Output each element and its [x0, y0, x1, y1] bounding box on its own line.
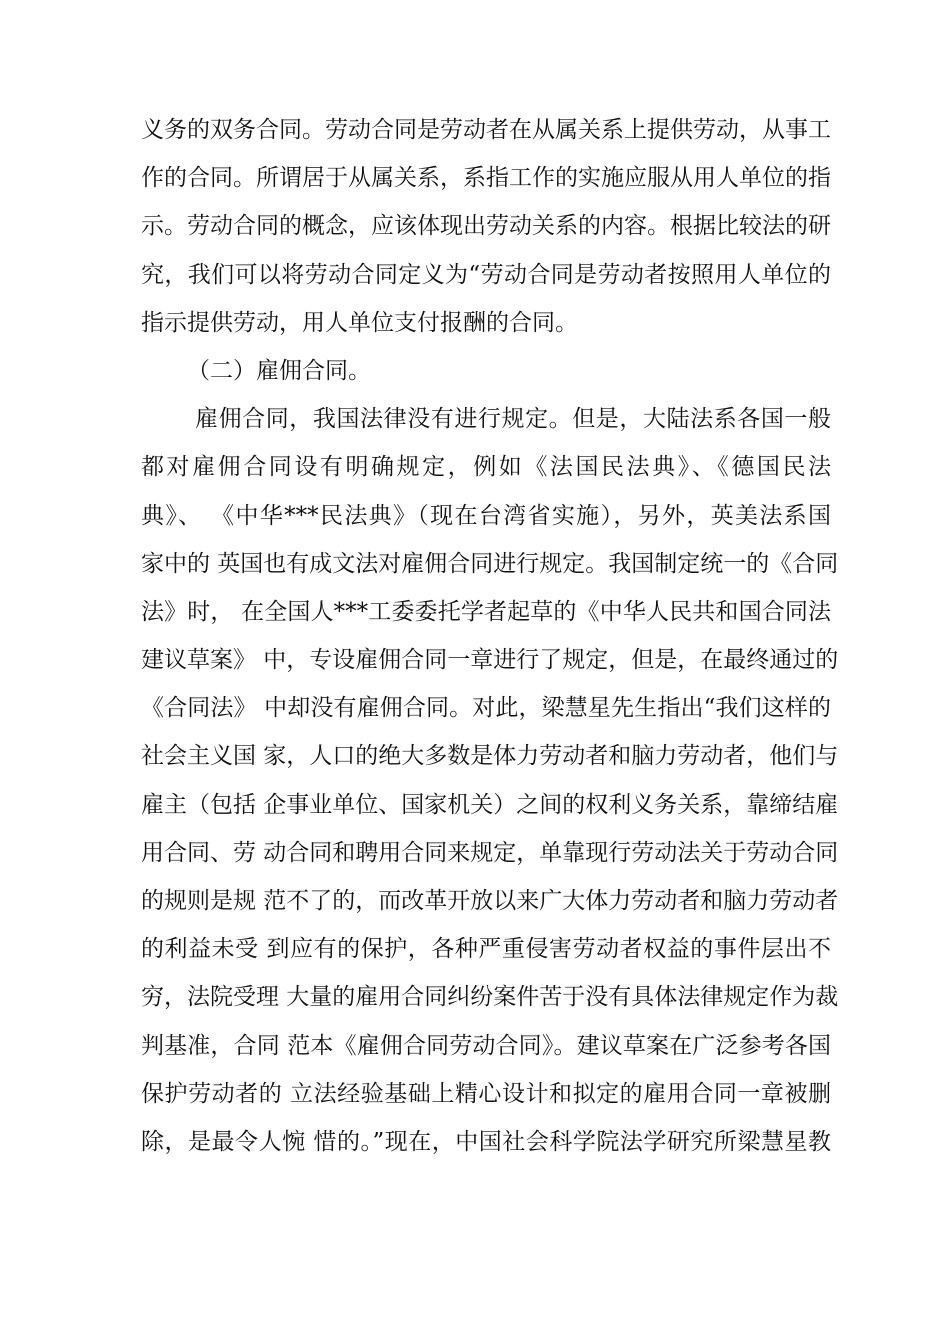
text-line: 建议草案》 中，专设雇佣合同一章进行了规定，但是，在最终通过的	[141, 647, 839, 674]
text-line: 典》、 《中华***民法典》（现在台湾省实施），另外，英美法系国	[141, 502, 831, 529]
text-line: 家中的 英国也有成文法对雇佣合同进行规定。我国制定统一的《合同	[141, 550, 839, 577]
text-line: 法》时， 在全国人***工委委托学者起草的《中华人民共和国合同法	[141, 598, 831, 625]
text-line: 用合同、劳 动合同和聘用合同来规定，单靠现行劳动法关于劳动合同	[141, 839, 839, 866]
text-line: 究，我们可以将劳动合同定义为“劳动合同是劳动者按照用人单位的	[141, 261, 831, 288]
text-line: 穷，法院受理 大量的雇用合同纠纷案件苦于没有具体法律规定作为裁	[141, 984, 839, 1011]
text-line: 义务的双务合同。劳动合同是劳动者在从属关系上提供劳动，从事工	[141, 117, 831, 143]
text-line: 保护劳动者的 立法经验基础上精心设计和拟定的雇用合同一章被删	[141, 1080, 831, 1107]
text-line: 雇佣合同，我国法律没有进行规定。但是，大陆法系各国一般	[195, 406, 831, 433]
text-line: 指示提供劳动，用人单位支付报酬的合同。	[141, 309, 578, 336]
text-line: 《合同法》 中却没有雇佣合同。对此，梁慧星先生指出“我们这样的	[141, 695, 831, 722]
text-line: 示。劳动合同的概念，应该体现出劳动关系的内容。根据比较法的研	[141, 213, 831, 240]
text-line: 的利益未受 到应有的保护，各种严重侵害劳动者权益的事件层出不	[141, 936, 831, 963]
text-line: 都对雇佣合同设有明确规定，例如《法国民法典》、《德国民法	[141, 454, 831, 481]
body-text	[141, 106, 839, 1166]
text-line: 判基准，合同 范本《雇佣合同劳动合同》。建议草案在广泛参考各国	[141, 1032, 831, 1059]
text-line: （二）雇佣合同。	[187, 357, 371, 384]
text-line: 的规则是规 范不了的，而改革开放以来广大体力劳动者和脑力劳动者	[141, 888, 839, 914]
text-line: 除，是最令人惋 惜的。”现在，中国社会科学院法学研究所梁慧星教	[141, 1128, 831, 1155]
text-line: 雇主（包括 企事业单位、国家机关）之间的权利义务关系，靠缔结雇	[141, 791, 839, 818]
text-line: 社会主义国 家，人口的绝大多数是体力劳动者和脑力劳动者，他们与	[141, 743, 839, 770]
text-line: 作的合同。所谓居于从属关系，系指工作的实施应服从用人单位的指	[141, 165, 831, 192]
